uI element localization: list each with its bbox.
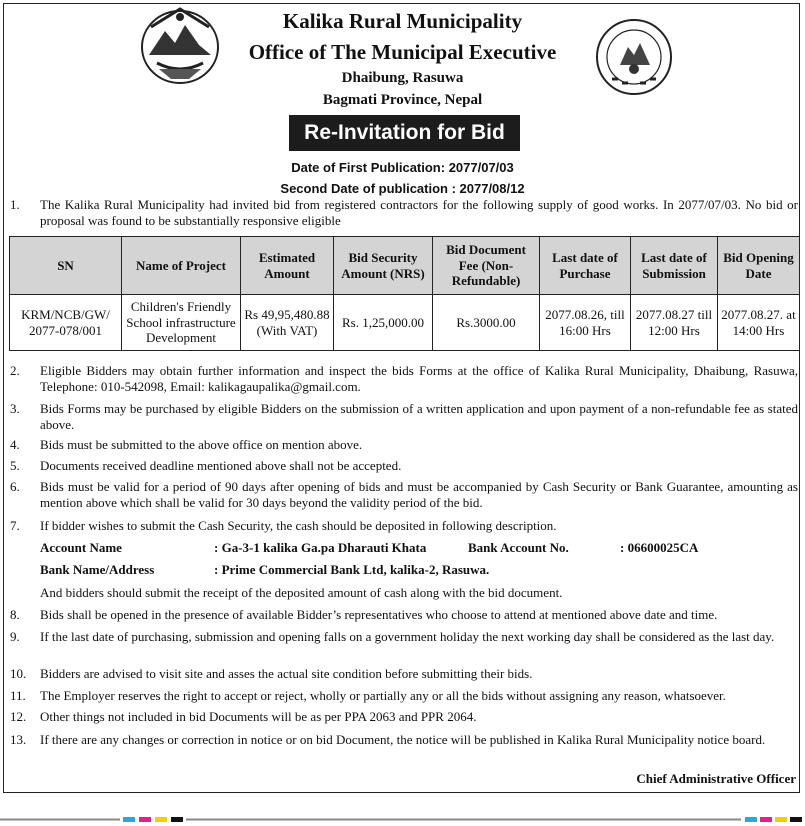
bid-table [9, 236, 800, 351]
column-header: Bid Document Fee (Non-Refundable) [433, 237, 540, 295]
table-cell: 2077.08.26, till 16:00 Hrs [540, 295, 631, 351]
account-name-value: : Ga-3-1 kalika Ga.pa Dharauti Khata [214, 540, 427, 555]
item-text: If there are any changes or correction in notice or on bid Document, the notice will be published in Kalika Rural Municipality notice board. [40, 732, 766, 747]
bank-name-value: : Prime Commercial Bank Ltd, kalika-2, Rasuwa. [214, 562, 490, 577]
item-text: Bidders are advised to visit site and asses the actual site condition before submitting their bids. [40, 666, 533, 681]
column-header: Last date of Purchase [540, 237, 631, 295]
list-item [10, 437, 798, 453]
list-item [10, 688, 798, 704]
item-text: Eligible Bidders may obtain further information and inspect the bids Forms at the office of Kalika Rural Municipality, Dhaibung, Rasuwa, Telephone: 010-542098, Email: kalikagaupalika@gmail.com. [40, 363, 798, 394]
office-location: Dhaibung, Rasuwa [341, 70, 464, 86]
bank-name-label: Bank Name/Address [40, 562, 155, 577]
table-cell: 2077.08.27 till 12:00 Hrs [631, 295, 718, 351]
item-number: 13. [10, 732, 27, 747]
item-number: 4. [10, 437, 20, 452]
table-cell: Rs 49,95,480.88 (With VAT) [241, 295, 334, 351]
list-item [10, 518, 798, 534]
list-item [10, 607, 798, 623]
receipt-note-text: And bidders should submit the receipt of the deposited amount of cash along with the bid document. [40, 585, 563, 600]
item-number: 11. [10, 688, 26, 703]
municipality-name: Kalika Rural Municipality [282, 9, 523, 33]
item-number: 2. [10, 363, 20, 378]
column-header: Estimated Amount [241, 237, 334, 295]
table-cell: 2077.08.27. at 14:00 Hrs [718, 295, 800, 351]
item-text: If bidder wishes to submit the Cash Security, the cash should be deposited in following description. [40, 518, 557, 533]
table-header-row [10, 237, 800, 295]
list-item [10, 629, 798, 645]
item-number: 6. [10, 479, 20, 494]
item-text: Documents received deadline mentioned above shall not be accepted. [40, 458, 402, 473]
list-item [10, 479, 798, 510]
list-item [10, 363, 798, 394]
province-name: Bagmati Province, Nepal [322, 92, 483, 108]
item-text: The Kalika Rural Municipality had invited bid from registered contractors for the following supply of good works. In 2077/07/03. No bid or proposal was found to be substantially responsive eligible [40, 197, 798, 228]
notice-title: Re-Invitation for Bid [289, 115, 520, 151]
table-cell: KRM/NCB/GW/ 2077-078/001 [10, 295, 122, 351]
item-number: 3. [10, 401, 20, 416]
item-text: Bids Forms may be purchased by eligible Bidders on the submission of a written application and upon payment of a non-refundable fee as stated above. [40, 401, 798, 432]
account-number-label: Bank Account No. [468, 540, 569, 555]
item-text: Bids must be valid for a period of 90 days after opening of bids and must be accompanied by Cash Security or Bank Guarantee, amounting as mention above which shall be valid for 30 days beyond the validity period of the bid. [40, 479, 798, 510]
column-header: Last date of Submission [631, 237, 718, 295]
item-text: Other things not included in bid Documents will be as per PPA 2063 and PPR 2064. [40, 709, 477, 724]
item-number: 8. [10, 607, 20, 622]
list-item [10, 666, 798, 682]
office-name: Office of The Municipal Executive [248, 40, 557, 64]
item-number: 1. [10, 197, 20, 212]
list-item [10, 709, 798, 725]
item-number: 9. [10, 629, 20, 644]
signature-title: Chief Administrative Officer [636, 771, 796, 786]
account-number-value: : 06600025CA [620, 540, 699, 555]
account-name-label: Account Name [40, 540, 122, 555]
table-cell: Rs. 1,25,000.00 [334, 295, 433, 351]
list-item [10, 458, 798, 474]
item-number: 12. [10, 709, 27, 724]
list-item [10, 197, 798, 228]
list-item [10, 732, 798, 748]
column-header: Bid Opening Date [718, 237, 800, 295]
item-text: Bids shall be opened in the presence of available Bidder’s representatives who choose to attend at mentioned above date and time. [40, 607, 718, 622]
item-number: 5. [10, 458, 20, 473]
list-item [10, 401, 798, 432]
item-text: The Employer reserves the right to accept or reject, wholly or partially any or all the bids without assigning any reason, whatsoever. [40, 688, 726, 703]
item-text: If the last date of purchasing, submission and opening falls on a government holiday the next working day shall be considered as the last day. [40, 629, 775, 644]
item-number: 10. [10, 666, 27, 681]
column-header: Name of Project [122, 237, 241, 295]
table-cell: Children's Friendly School infrastructure Development [122, 295, 241, 351]
column-header: Bid Security Amount (NRS) [334, 237, 433, 295]
item-text: Bids must be submitted to the above office on mention above. [40, 437, 363, 452]
receipt-note [10, 585, 798, 601]
second-publication-date: Second Date of publication : 2077/08/12 [280, 181, 525, 196]
item-number: 7. [10, 518, 20, 533]
footer-divider [0, 817, 805, 822]
table-cell: Rs.3000.00 [433, 295, 540, 351]
table-row [10, 295, 800, 351]
first-publication-date: Date of First Publication: 2077/07/03 [291, 160, 514, 175]
column-header: SN [10, 237, 122, 295]
